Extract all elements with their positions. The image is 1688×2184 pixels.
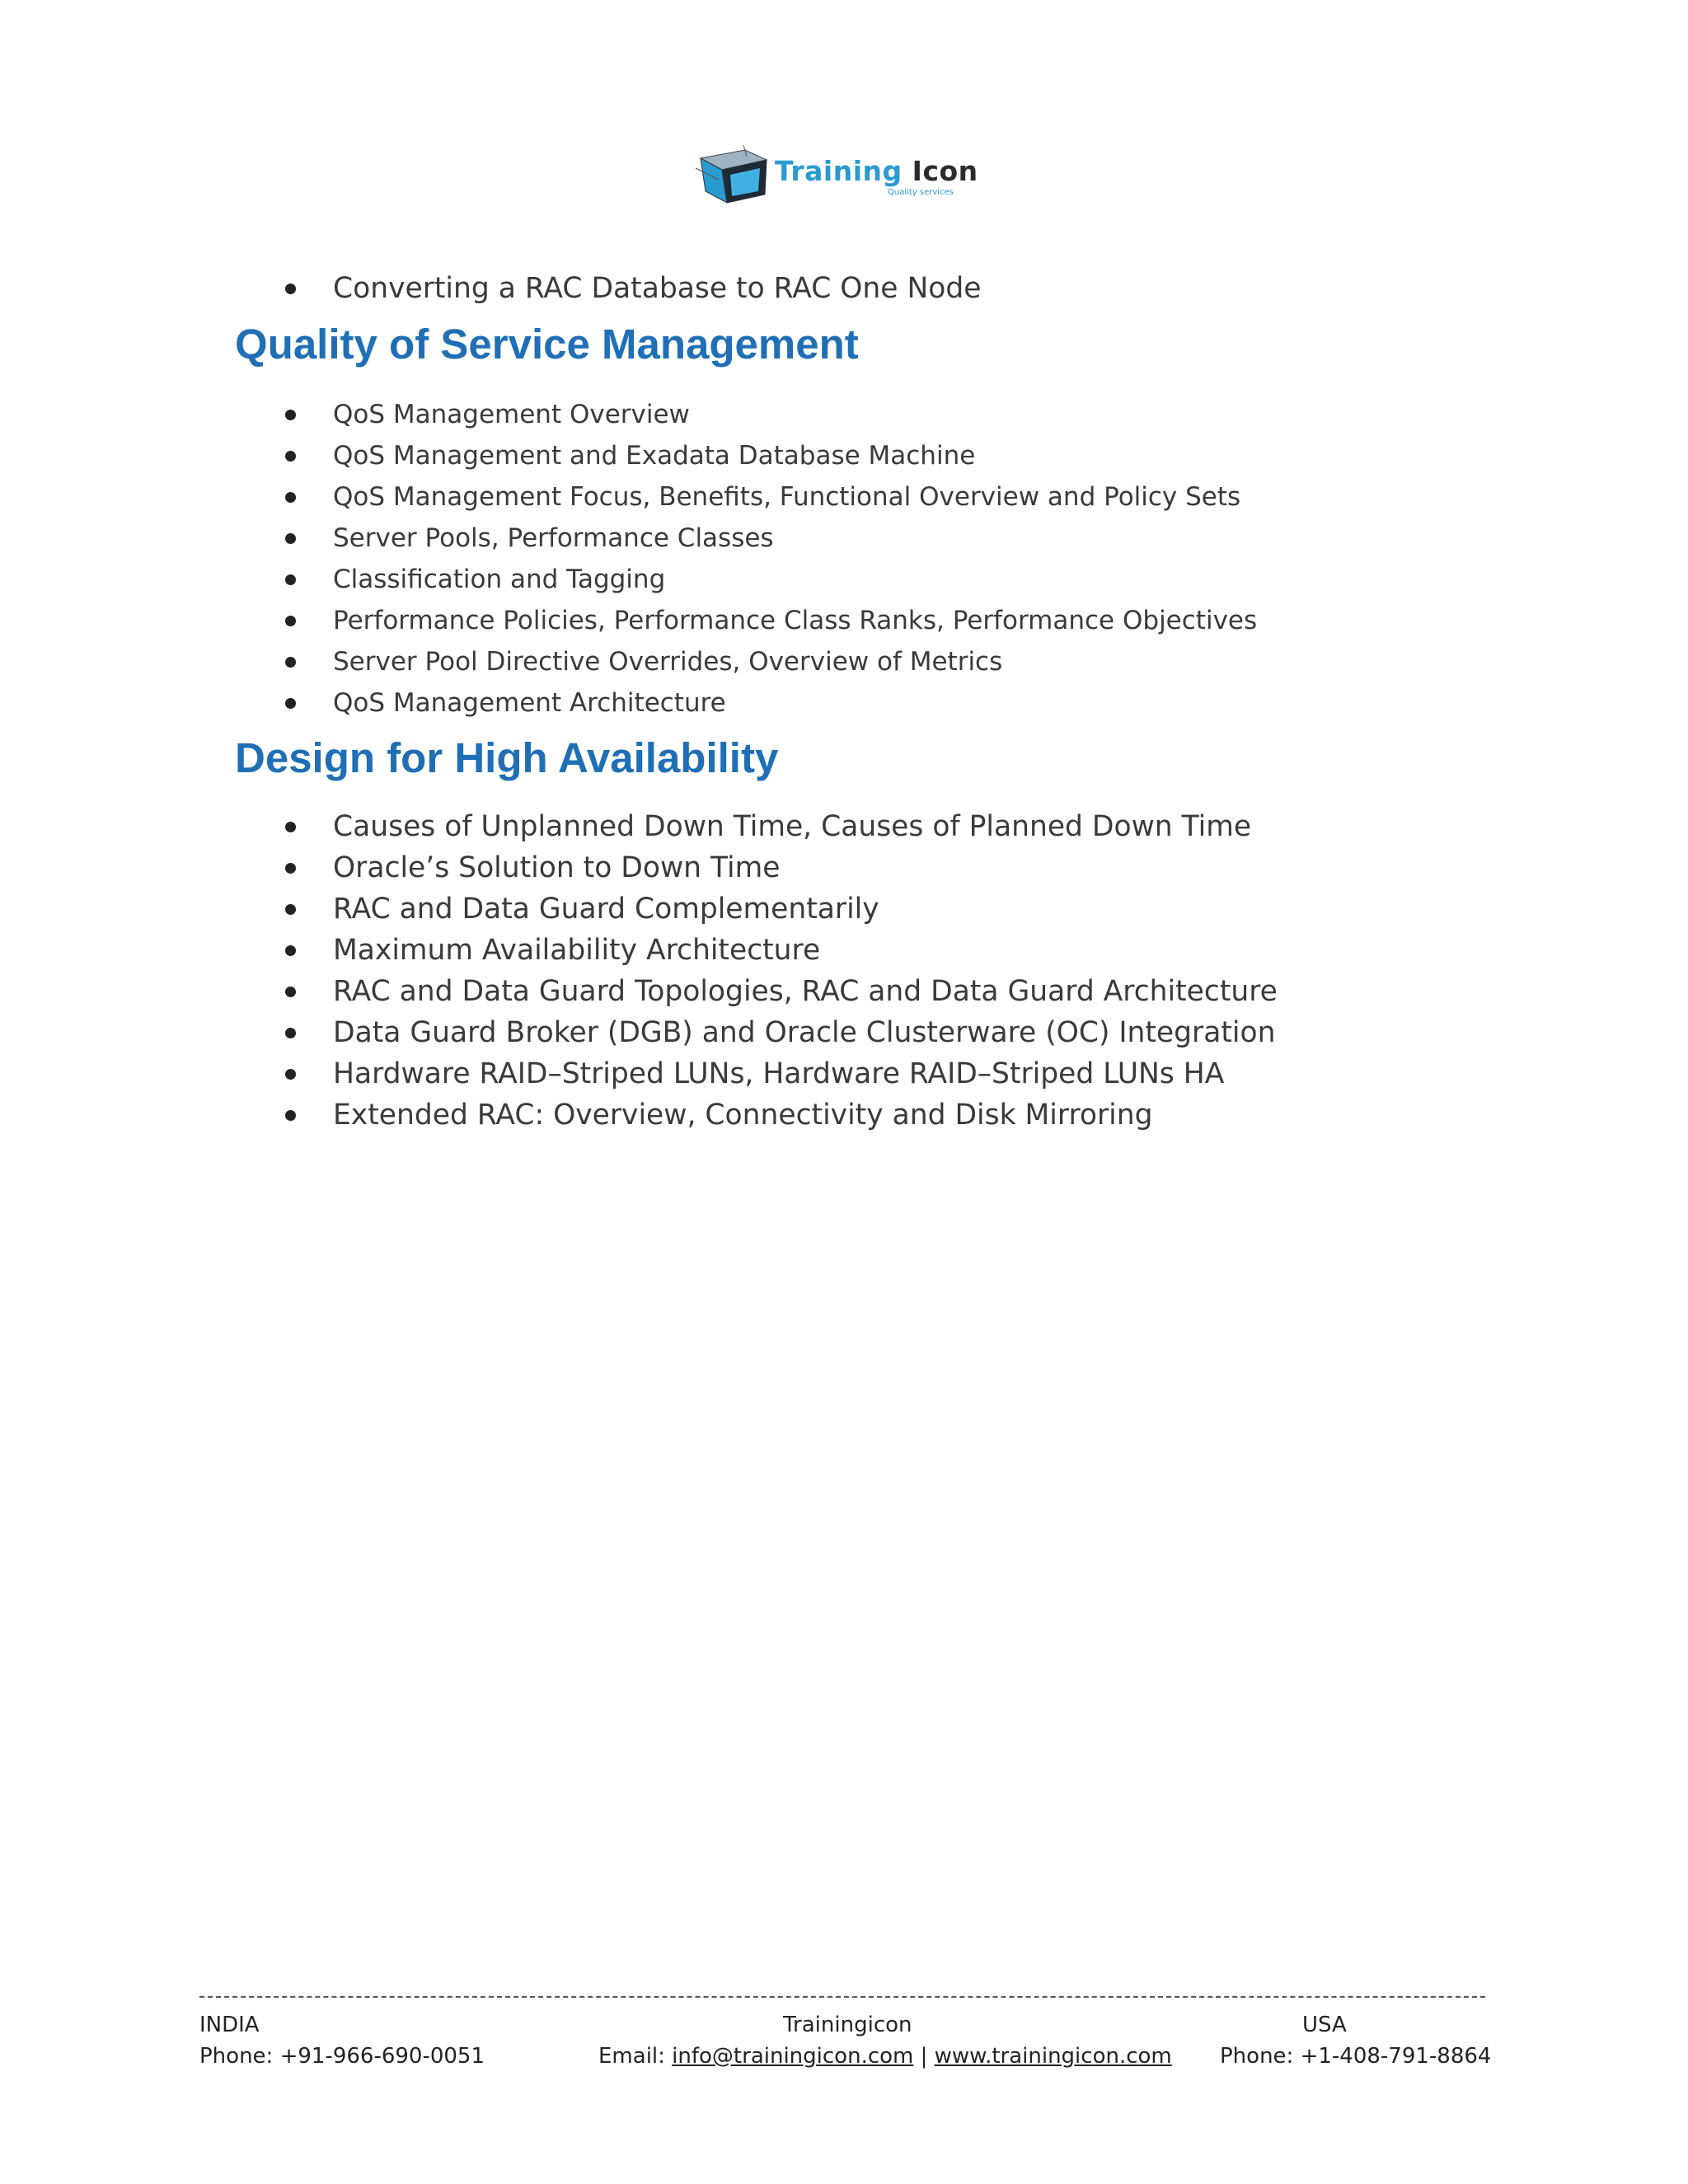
list-item: QoS Management Overview bbox=[0, 394, 1257, 435]
footer-website-link[interactable]: www.trainingicon.com bbox=[934, 2044, 1172, 2069]
section-list-qos bbox=[0, 394, 1257, 724]
footer-divider bbox=[199, 1996, 1485, 1998]
footer-usa-phone: Phone: +1-408-791-8864 bbox=[1220, 2044, 1492, 2069]
list-item: Extended RAC: Overview, Connectivity and Disk Mirroring bbox=[0, 1094, 1278, 1136]
footer-email-link[interactable]: info@trainingicon.com bbox=[672, 2044, 914, 2069]
company-logo bbox=[694, 138, 978, 209]
footer-email-label: Email: bbox=[598, 2044, 673, 2069]
list-item: Converting a RAC Database to RAC One Node bbox=[0, 268, 982, 309]
logo-tagline: Quality services bbox=[888, 188, 954, 197]
cube-logo-icon bbox=[694, 143, 776, 209]
logo-word-icon: Icon bbox=[912, 155, 978, 187]
list-item: Server Pools, Performance Classes bbox=[0, 518, 1257, 559]
list-item: Classification and Tagging bbox=[0, 559, 1257, 600]
logo-word-training: Training bbox=[775, 155, 903, 187]
footer-separator: | bbox=[913, 2044, 935, 2069]
logo-wordmark bbox=[775, 155, 978, 187]
list-item: Performance Policies, Performance Class Ranks, Performance Objectives bbox=[0, 600, 1257, 641]
list-item: Maximum Availability Architecture bbox=[0, 930, 1278, 971]
footer-contact-line bbox=[598, 2044, 1172, 2069]
list-item: QoS Management Focus, Benefits, Functional Overview and Policy Sets bbox=[0, 476, 1257, 518]
list-item: RAC and Data Guard Complementarily bbox=[0, 888, 1278, 930]
list-item: RAC and Data Guard Topologies, RAC and Data Guard Architecture bbox=[0, 971, 1278, 1012]
footer-company-name: Trainingicon bbox=[783, 2013, 912, 2037]
section-heading-ha: Design for High Availability bbox=[235, 734, 779, 781]
footer-india-title: INDIA bbox=[199, 2013, 260, 2037]
list-item: Hardware RAID–Striped LUNs, Hardware RAID–Striped LUNs HA bbox=[0, 1053, 1278, 1094]
footer-india-phone: Phone: +91-966-690-0051 bbox=[199, 2044, 485, 2069]
section-list-ha bbox=[0, 806, 1278, 1136]
intro-list bbox=[0, 268, 982, 309]
list-item: Server Pool Directive Overrides, Overview of Metrics bbox=[0, 641, 1257, 682]
section-heading-qos: Quality of Service Management bbox=[235, 321, 859, 368]
list-item: Oracle’s Solution to Down Time bbox=[0, 847, 1278, 888]
list-item: Causes of Unplanned Down Time, Causes of Planned Down Time bbox=[0, 806, 1278, 847]
footer-usa-title: USA bbox=[1302, 2013, 1347, 2037]
list-item: Data Guard Broker (DGB) and Oracle Clusterware (OC) Integration bbox=[0, 1012, 1278, 1053]
list-item: QoS Management and Exadata Database Machine bbox=[0, 435, 1257, 476]
list-item: QoS Management Architecture bbox=[0, 682, 1257, 724]
